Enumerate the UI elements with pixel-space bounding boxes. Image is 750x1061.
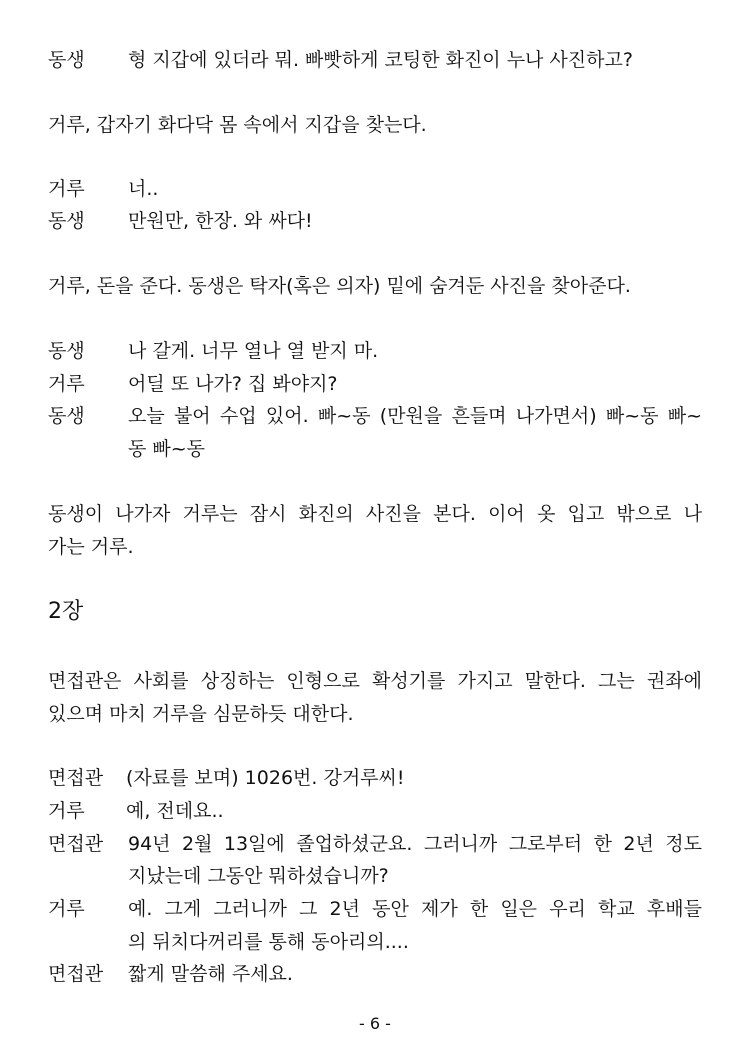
stage-direction (48, 664, 702, 698)
dialogue-line (48, 761, 702, 795)
stage-direction (48, 497, 702, 531)
dialogue-text: 오늘 불어 수업 있어. 빠~동 (만원을 흔들며 나가면서) 빠~동 빠~ (128, 405, 702, 427)
speaker-name: 면접관 (48, 833, 104, 855)
dialogue-line (48, 827, 702, 861)
dialogue-text: 예, 전데요.. (126, 800, 224, 822)
speaker-name: 면접관 (48, 767, 104, 789)
script-page (48, 0, 702, 1061)
speaker-name: 동생 (48, 49, 85, 71)
speaker-name: 거루 (48, 373, 85, 395)
dialogue-line (48, 794, 702, 828)
stage-direction-text: 동생이 나가자 거루는 잠시 화진의 사진을 본다. 이어 옷 입고 밖으로 나 (48, 503, 702, 525)
dialogue-text: 94년 2월 13일에 졸업하셨군요. 그러니까 그로부터 한 2년 정도 (128, 833, 702, 855)
dialogue-line (48, 204, 702, 238)
stage-direction-text: 면접관은 사회를 상징하는 인형으로 확성기를 가지고 말한다. 그는 권좌에 (48, 670, 702, 692)
dialogue-text: 형 지갑에 있더라 뭐. 빠빳하게 코팅한 화진이 누나 사진하고? (128, 49, 633, 71)
dialogue-text: 너.. (128, 178, 159, 200)
speaker-name: 거루 (48, 800, 85, 822)
speaker-name: 면접관 (48, 963, 104, 985)
dialogue-text: 동 빠~동 (128, 438, 206, 460)
stage-direction-text: 가는 거루. (48, 536, 134, 558)
dialogue-text: 짧게 말씀해 주세요. (128, 963, 293, 985)
dialogue-line (48, 43, 702, 77)
dialogue-text: 의 뒤치다꺼리를 통해 동아리의.... (128, 931, 409, 953)
speaker-name: 동생 (48, 340, 85, 362)
dialogue-line (48, 367, 702, 401)
dialogue-line (48, 334, 702, 368)
dialogue-text: (자료를 보며) 1026번. 강거루씨! (126, 767, 405, 789)
dialogue-line (48, 957, 702, 991)
speaker-name: 동생 (48, 210, 85, 232)
stage-direction (48, 269, 702, 303)
stage-direction (48, 697, 702, 731)
dialogue-line (48, 399, 702, 433)
speaker-name: 동생 (48, 405, 85, 427)
speaker-name: 거루 (48, 898, 85, 920)
stage-direction (48, 108, 702, 142)
dialogue-continuation (48, 925, 702, 959)
dialogue-continuation (48, 859, 702, 893)
scene-heading: 2장 (48, 599, 84, 624)
stage-direction-text: 있으며 마치 거루을 심문하듯 대한다. (48, 703, 354, 725)
dialogue-text: 만원만, 한장. 와 싸다! (128, 210, 313, 232)
dialogue-text: 예. 그게 그러니까 그 2년 동안 제가 한 일은 우리 학교 후배들 (128, 898, 702, 920)
dialogue-line (48, 172, 702, 206)
speaker-name: 거루 (48, 178, 85, 200)
dialogue-line (48, 892, 702, 926)
dialogue-text: 어딜 또 나가? 집 봐야지? (128, 373, 338, 395)
stage-direction (48, 530, 702, 564)
stage-direction-text: 거루, 갑자기 화다닥 몸 속에서 지갑을 찾는다. (48, 114, 427, 136)
dialogue-text: 나 갈게. 너무 열나 열 받지 마. (128, 340, 379, 362)
dialogue-text: 지났는데 그동안 뭐하셨습니까? (128, 865, 389, 887)
stage-direction-text: 거루, 돈을 준다. 동생은 탁자(혹은 의자) 밑에 숨겨둔 사진을 찾아준다. (48, 275, 631, 297)
dialogue-continuation (48, 432, 702, 466)
page-number: - 6 - (359, 1014, 391, 1033)
